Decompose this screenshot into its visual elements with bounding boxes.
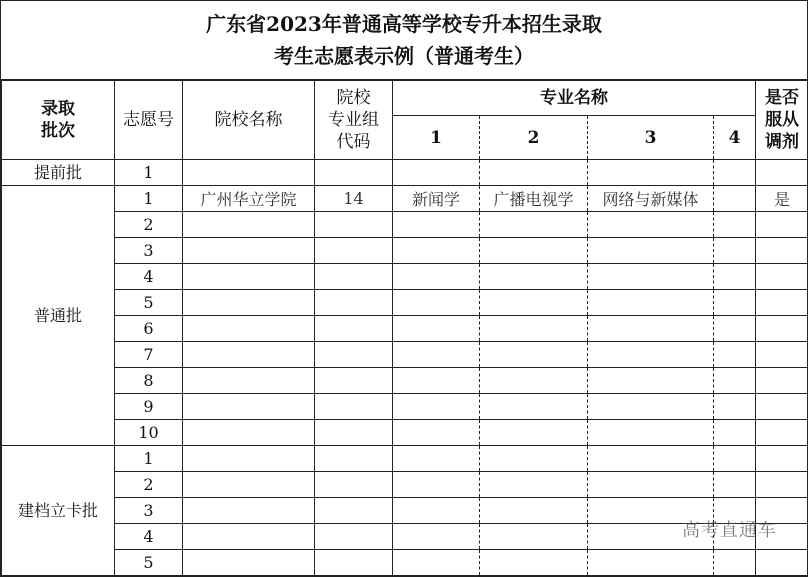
major-4-cell[interactable] — [714, 316, 756, 342]
major-4-cell[interactable] — [714, 394, 756, 420]
header-batch: 录取 批次 — [2, 81, 115, 160]
major-2-cell[interactable] — [480, 550, 588, 576]
volunteer-table — [1, 80, 808, 576]
adjust-cell[interactable] — [756, 238, 808, 264]
major-4-cell[interactable] — [714, 160, 756, 186]
major-1-cell[interactable] — [393, 446, 480, 472]
major-2-cell[interactable] — [480, 394, 588, 420]
group-code-cell[interactable] — [315, 264, 393, 290]
header-adjust: 是否 服从 调剂 — [756, 81, 808, 160]
school-cell[interactable] — [183, 394, 315, 420]
adjust-cell[interactable] — [756, 212, 808, 238]
major-1-cell[interactable] — [393, 238, 480, 264]
choice-no: 1 — [115, 446, 183, 472]
header-choice: 志愿号 — [115, 81, 183, 160]
major-1-cell[interactable] — [393, 472, 480, 498]
table-row — [2, 290, 808, 316]
school-cell[interactable] — [183, 498, 315, 524]
major-2-cell[interactable] — [480, 420, 588, 446]
school-cell[interactable] — [183, 342, 315, 368]
group-code-cell[interactable] — [315, 394, 393, 420]
choice-no: 1 — [115, 186, 183, 212]
major-1-cell[interactable] — [393, 420, 480, 446]
title-line-1: 广东省2023年普通高等学校专升本招生录取 — [206, 12, 602, 36]
major-3-cell[interactable]: 网络与新媒体 — [588, 186, 714, 212]
choice-no: 2 — [115, 472, 183, 498]
major-3-cell[interactable] — [588, 264, 714, 290]
adjust-cell[interactable] — [756, 394, 808, 420]
major-2-cell[interactable] — [480, 160, 588, 186]
group-code-cell[interactable] — [315, 290, 393, 316]
major-1-cell[interactable]: 新闻学 — [393, 186, 480, 212]
major-3-cell[interactable] — [588, 472, 714, 498]
major-2-cell[interactable] — [480, 368, 588, 394]
group-code-cell[interactable] — [315, 550, 393, 576]
choice-no: 4 — [115, 264, 183, 290]
school-cell[interactable] — [183, 238, 315, 264]
school-cell[interactable] — [183, 446, 315, 472]
adjust-cell[interactable] — [756, 446, 808, 472]
major-3-cell[interactable] — [588, 368, 714, 394]
major-3-cell[interactable] — [588, 316, 714, 342]
table-row — [2, 160, 808, 186]
major-1-cell[interactable] — [393, 160, 480, 186]
choice-no: 3 — [115, 498, 183, 524]
major-1-cell[interactable] — [393, 290, 480, 316]
group-code-cell[interactable] — [315, 212, 393, 238]
batch-regular: 普通批 — [2, 186, 115, 446]
adjust-cell[interactable] — [756, 264, 808, 290]
major-4-cell[interactable] — [714, 446, 756, 472]
table-row — [2, 368, 808, 394]
table-row — [2, 472, 808, 498]
adjust-cell[interactable] — [756, 550, 808, 576]
major-3-cell[interactable] — [588, 394, 714, 420]
major-1-cell[interactable] — [393, 368, 480, 394]
major-4-cell[interactable] — [714, 342, 756, 368]
school-cell[interactable]: 广州华立学院 — [183, 186, 315, 212]
group-code-cell[interactable] — [315, 368, 393, 394]
major-2-cell[interactable] — [480, 316, 588, 342]
table-row — [2, 420, 808, 446]
major-4-cell[interactable] — [714, 212, 756, 238]
major-1-cell[interactable] — [393, 550, 480, 576]
major-2-cell[interactable] — [480, 446, 588, 472]
major-1-cell[interactable] — [393, 524, 480, 550]
group-code-cell[interactable]: 14 — [315, 186, 393, 212]
major-2-cell[interactable] — [480, 472, 588, 498]
major-4-cell[interactable] — [714, 420, 756, 446]
major-4-cell[interactable] — [714, 264, 756, 290]
major-4-cell[interactable] — [714, 186, 756, 212]
major-3-cell[interactable] — [588, 550, 714, 576]
major-3-cell[interactable] — [588, 290, 714, 316]
table-row — [2, 238, 808, 264]
adjust-cell[interactable]: 是 — [756, 186, 808, 212]
table-row — [2, 186, 808, 212]
choice-no: 9 — [115, 394, 183, 420]
major-1-cell[interactable] — [393, 316, 480, 342]
group-code-cell[interactable] — [315, 316, 393, 342]
group-code-cell[interactable] — [315, 498, 393, 524]
adjust-cell[interactable] — [756, 290, 808, 316]
major-2-cell[interactable]: 广播电视学 — [480, 186, 588, 212]
school-cell[interactable] — [183, 212, 315, 238]
group-code-cell[interactable] — [315, 238, 393, 264]
table-row — [2, 394, 808, 420]
major-4-cell[interactable] — [714, 368, 756, 394]
major-1-cell[interactable] — [393, 498, 480, 524]
group-code-cell[interactable] — [315, 342, 393, 368]
adjust-cell[interactable] — [756, 342, 808, 368]
group-code-cell[interactable] — [315, 160, 393, 186]
major-2-cell[interactable] — [480, 212, 588, 238]
major-4-cell[interactable] — [714, 550, 756, 576]
major-3-cell[interactable] — [588, 238, 714, 264]
major-1-cell[interactable] — [393, 342, 480, 368]
header-major-4: 4 — [714, 116, 756, 160]
table-row — [2, 446, 808, 472]
group-code-cell[interactable] — [315, 420, 393, 446]
table-row — [2, 264, 808, 290]
major-3-cell[interactable] — [588, 446, 714, 472]
header-major-3: 3 — [588, 116, 714, 160]
choice-no: 1 — [115, 160, 183, 186]
major-2-cell[interactable] — [480, 498, 588, 524]
watermark-logo: 高考直通车 — [682, 520, 777, 541]
choice-no: 4 — [115, 524, 183, 550]
major-2-cell[interactable] — [480, 342, 588, 368]
choice-no: 6 — [115, 316, 183, 342]
school-cell[interactable] — [183, 316, 315, 342]
header-major-1: 1 — [393, 116, 480, 160]
table-row — [2, 212, 808, 238]
choice-no: 2 — [115, 212, 183, 238]
major-2-cell[interactable] — [480, 524, 588, 550]
school-cell[interactable] — [183, 524, 315, 550]
form-title — [1, 1, 807, 80]
adjust-cell[interactable] — [756, 420, 808, 446]
major-4-cell[interactable] — [714, 290, 756, 316]
school-cell[interactable] — [183, 550, 315, 576]
major-2-cell[interactable] — [480, 238, 588, 264]
major-3-cell[interactable] — [588, 342, 714, 368]
major-1-cell[interactable] — [393, 394, 480, 420]
batch-early: 提前批 — [2, 160, 115, 186]
header-major-2: 2 — [480, 116, 588, 160]
school-cell[interactable] — [183, 264, 315, 290]
major-3-cell[interactable] — [588, 160, 714, 186]
group-code-cell[interactable] — [315, 446, 393, 472]
adjust-cell[interactable] — [756, 160, 808, 186]
adjust-cell[interactable] — [756, 472, 808, 498]
major-3-cell[interactable] — [588, 420, 714, 446]
table-row — [2, 342, 808, 368]
choice-no: 7 — [115, 342, 183, 368]
school-cell[interactable] — [183, 160, 315, 186]
adjust-cell[interactable] — [756, 316, 808, 342]
major-2-cell[interactable] — [480, 290, 588, 316]
major-2-cell[interactable] — [480, 264, 588, 290]
choice-no: 10 — [115, 420, 183, 446]
major-4-cell[interactable] — [714, 238, 756, 264]
school-cell[interactable] — [183, 420, 315, 446]
major-3-cell[interactable] — [588, 212, 714, 238]
choice-no: 5 — [115, 290, 183, 316]
choice-no: 5 — [115, 550, 183, 576]
school-cell[interactable] — [183, 290, 315, 316]
school-cell[interactable] — [183, 368, 315, 394]
header-group-code: 院校 专业组 代码 — [315, 81, 393, 160]
group-code-cell[interactable] — [315, 472, 393, 498]
table-row — [2, 550, 808, 576]
choice-no: 8 — [115, 368, 183, 394]
table-row — [2, 316, 808, 342]
header-school: 院校名称 — [183, 81, 315, 160]
major-1-cell[interactable] — [393, 212, 480, 238]
header-major: 专业名称 — [393, 81, 756, 116]
choice-no: 3 — [115, 238, 183, 264]
adjust-cell[interactable] — [756, 368, 808, 394]
major-1-cell[interactable] — [393, 264, 480, 290]
school-cell[interactable] — [183, 472, 315, 498]
group-code-cell[interactable] — [315, 524, 393, 550]
major-4-cell[interactable] — [714, 472, 756, 498]
title-line-2: 考生志愿表示例（普通考生） — [274, 44, 534, 68]
batch-filing: 建档立卡批 — [2, 446, 115, 576]
